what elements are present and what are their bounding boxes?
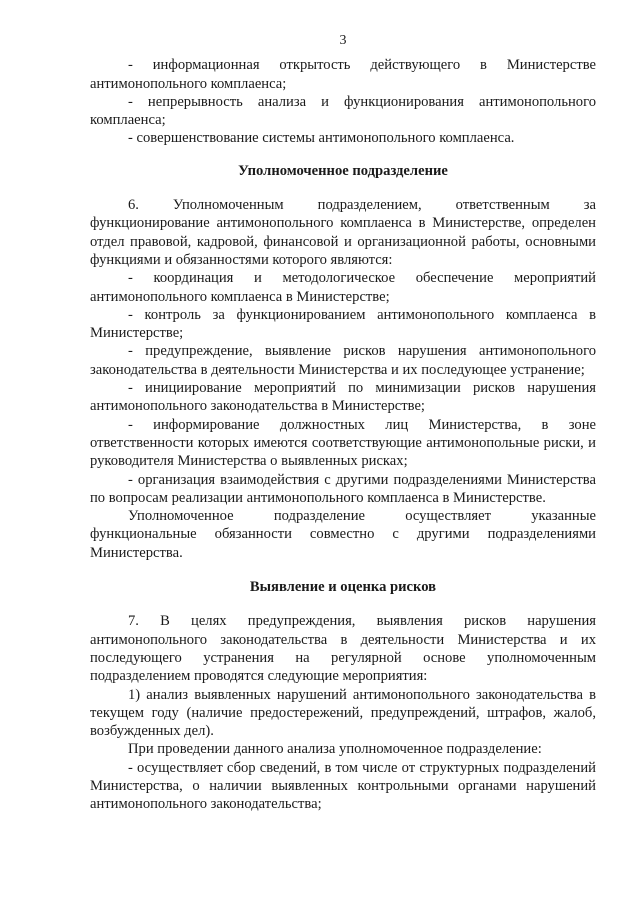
document-page — [90, 32, 596, 814]
list-item: 1) анализ выявленных нарушений антимонопольного законодательства в текущем году (наличие предостережений, предупреждений, штрафов, жалоб, возбужденных дел). — [90, 686, 596, 740]
paragraph-6-intro: 6. Уполномоченным подразделением, ответственным за функционирование антимонопольного комплаенса в Министерстве, определен отдел правовой, кадровой, финансовой и организационной работы, основными функциями и обязанностями которого являются: — [90, 197, 596, 268]
list-item: - инициирование мероприятий по минимизации рисков нарушения антимонопольного законодательства в Министерстве; — [90, 380, 596, 415]
paragraph-7-intro: 7. В целях предупреждения, выявления рисков нарушения антимонопольного законодательства в деятельности Министерства и их последующего устранения на регулярной основе уполномоченным подразделением проводятся следующие мероприятия: — [90, 613, 596, 685]
list-item: - совершенствование системы антимонопольного комплаенса. — [128, 130, 515, 147]
list-item: - информационная открытость действующего в Министерстве антимонопольного комплаенса; — [90, 57, 596, 92]
list-item: - информирование должностных лиц Министерства, в зоне ответственности которых имеются соответствующие антимонопольные риски, и руководителя Министерства о выявленных рисках; — [90, 416, 596, 470]
page-number: 3 — [339, 33, 347, 48]
list-item: - контроль за функционированием антимонопольного комплаенса в Министерстве; — [90, 306, 596, 342]
list-item: - организация взаимодействия с другими подразделениями Министерства по вопросам реализации антимонопольного комплаенса в Министерстве. — [90, 471, 596, 506]
list-item: - координация и методологическое обеспечение мероприятий антимонопольного комплаенса в Министерстве; — [90, 270, 596, 305]
list-item: - осуществляет сбор сведений, в том числе от структурных подразделений Министерства, о наличии выявленных контрольными органами нарушений антимонопольного законодательства; — [90, 759, 596, 813]
section-heading-risk-assessment: Выявление и оценка рисков — [249, 579, 437, 596]
paragraph-closing: Уполномоченное подразделение осуществляет указанные функциональные обязанности совместно с другими подразделениями Министерства. — [90, 508, 596, 561]
list-item: - непрерывность анализа и функционирования антимонопольного комплаенса; — [90, 93, 596, 129]
paragraph-analysis-intro: При проведении данного анализа уполномоченное подразделение: — [128, 741, 542, 758]
list-item: - предупреждение, выявление рисков нарушения антимонопольного законодательства в деятельности Министерства и их последующее устранение; — [90, 343, 596, 378]
section-heading-authorized-unit: Уполномоченное подразделение — [238, 162, 448, 179]
